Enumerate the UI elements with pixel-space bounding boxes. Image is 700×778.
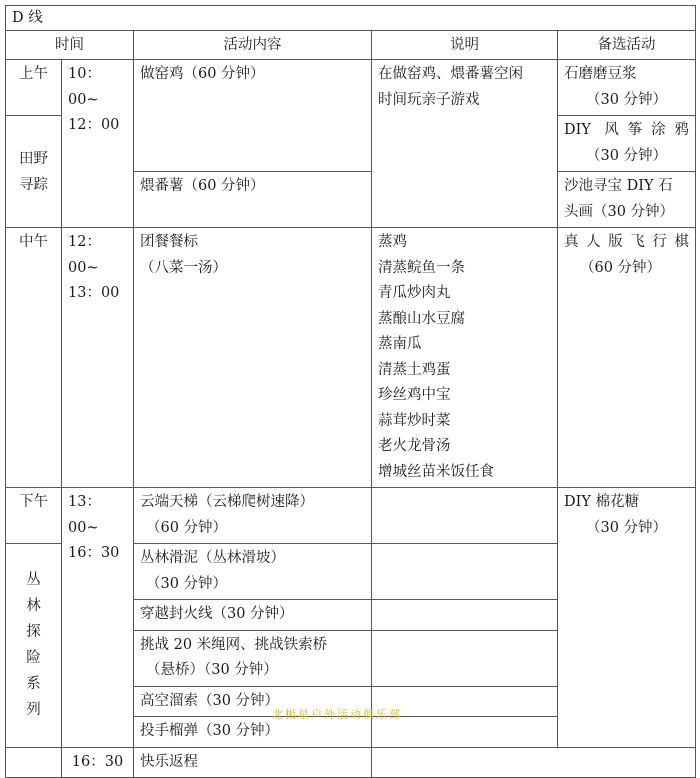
activity-line: （八菜一汤）: [140, 259, 227, 276]
note-line: 时间玩亲子游戏: [378, 91, 480, 108]
note-afternoon-3: [372, 600, 558, 631]
menu-item: 蒜茸炒时菜: [378, 412, 451, 429]
activity-line: 丛林滑泥（丛林滑坡）: [140, 550, 285, 566]
alt-line: 沙池寻宝 DIY 石: [564, 178, 673, 194]
section-jungle: [6, 544, 62, 748]
time-start: 13：00~: [68, 494, 101, 536]
alt-afternoon: [558, 488, 696, 748]
activity-line: （60 分钟）: [146, 519, 228, 536]
note-afternoon-4: [372, 630, 558, 686]
activity-line: 挑战 20 米绳网、挑战铁索桥: [140, 636, 328, 653]
activity-afternoon-6: 投手榴弹（30 分钟）: [134, 717, 372, 748]
alt-line: （30 分钟）: [585, 519, 668, 536]
activity-morning-2: 煨番薯（60 分钟）: [134, 172, 372, 228]
period-end: [6, 747, 62, 778]
alt-line: 真人版飞行棋: [564, 234, 689, 250]
time-afternoon: [62, 488, 134, 748]
note-line: 在做窑鸡、煨番薯空闲: [378, 66, 523, 82]
alt-line: （60 分钟）: [580, 259, 662, 276]
menu-item: 蒸鸡: [378, 234, 407, 250]
note-afternoon-2: [372, 544, 558, 600]
activity-afternoon-5: 高空溜索（30 分钟）: [134, 686, 372, 717]
header-alt: 备选活动: [558, 31, 696, 60]
menu-item: 清蒸土鸡蛋: [378, 361, 451, 378]
menu-item: 珍丝鸡中宝: [378, 387, 451, 403]
activity-line: 团餐餐标: [140, 234, 198, 250]
time-end: 13：00: [68, 285, 120, 301]
header-activity: 活动内容: [134, 31, 372, 60]
time-start: 10：00~: [68, 66, 101, 108]
activity-line: （悬桥）（30 分钟）: [146, 662, 278, 678]
alt-line: DIY 棉花糖: [564, 494, 640, 510]
club-watermark: 北极星户外活动俱乐部: [272, 708, 402, 721]
time-noon: [62, 228, 134, 488]
section-char: 系: [26, 676, 41, 693]
activity-noon: [134, 228, 372, 488]
alt-line: （30 分钟）: [585, 91, 668, 108]
activity-afternoon-3: 穿越封火线（30 分钟）: [134, 600, 372, 631]
alt-line: DIY 风筝涂鸦: [564, 122, 689, 138]
alt-line: （30 分钟）: [585, 147, 668, 164]
activity-afternoon-1: [134, 488, 372, 544]
activity-afternoon-4: [134, 630, 372, 686]
alt-noon: [558, 228, 696, 488]
time-end-row: 16：30: [62, 747, 134, 778]
menu-item: 增城丝苗米饭任食: [378, 463, 494, 480]
time-start: 12：00~: [68, 234, 101, 276]
alt-morning-1: [558, 60, 696, 116]
period-afternoon: 下午: [6, 488, 62, 544]
menu-item: 青瓜炒肉丸: [378, 285, 451, 301]
period-morning: 上午: [6, 60, 62, 116]
time-end: 12：00: [68, 117, 120, 133]
note-morning: [372, 60, 558, 228]
activity-line: 云端天梯（云梯爬树速降）: [140, 494, 314, 510]
activity-afternoon-2: [134, 544, 372, 600]
alt-line: 头画（30 分钟）: [564, 203, 675, 220]
section-char: 探: [26, 624, 41, 641]
section-char: 险: [26, 650, 41, 667]
menu-item: 蒸南瓜: [378, 336, 422, 352]
alt-line: 石磨磨豆浆: [564, 66, 637, 82]
section-field: [6, 116, 62, 228]
time-morning: [62, 60, 134, 228]
activity-end: 快乐返程: [134, 747, 372, 778]
note-afternoon-1: [372, 488, 558, 544]
time-end: 16：30: [68, 545, 120, 561]
menu-item: 蒸酿山水豆腐: [378, 310, 465, 327]
menu-item: 老火龙骨汤: [378, 438, 451, 454]
header-time: 时间: [6, 31, 134, 60]
activity-morning-1: 做窑鸡（60 分钟）: [134, 60, 372, 172]
period-noon: 中午: [6, 228, 62, 488]
section-char: 田野: [19, 150, 48, 167]
alt-morning-2: [558, 116, 696, 172]
section-char: 林: [26, 598, 41, 615]
activity-line: （30 分钟）: [146, 575, 228, 592]
route-title: D 线: [6, 6, 696, 31]
header-note: 说明: [372, 31, 558, 60]
section-char: 寻踪: [19, 176, 48, 193]
menu-item: 清蒸鲩鱼一条: [378, 259, 465, 276]
end-blank: [372, 747, 696, 778]
alt-morning-3: [558, 172, 696, 228]
lunch-menu: [372, 228, 558, 488]
section-char: 列: [26, 702, 41, 719]
itinerary-table: [5, 5, 696, 778]
section-char: 丛: [26, 572, 41, 589]
